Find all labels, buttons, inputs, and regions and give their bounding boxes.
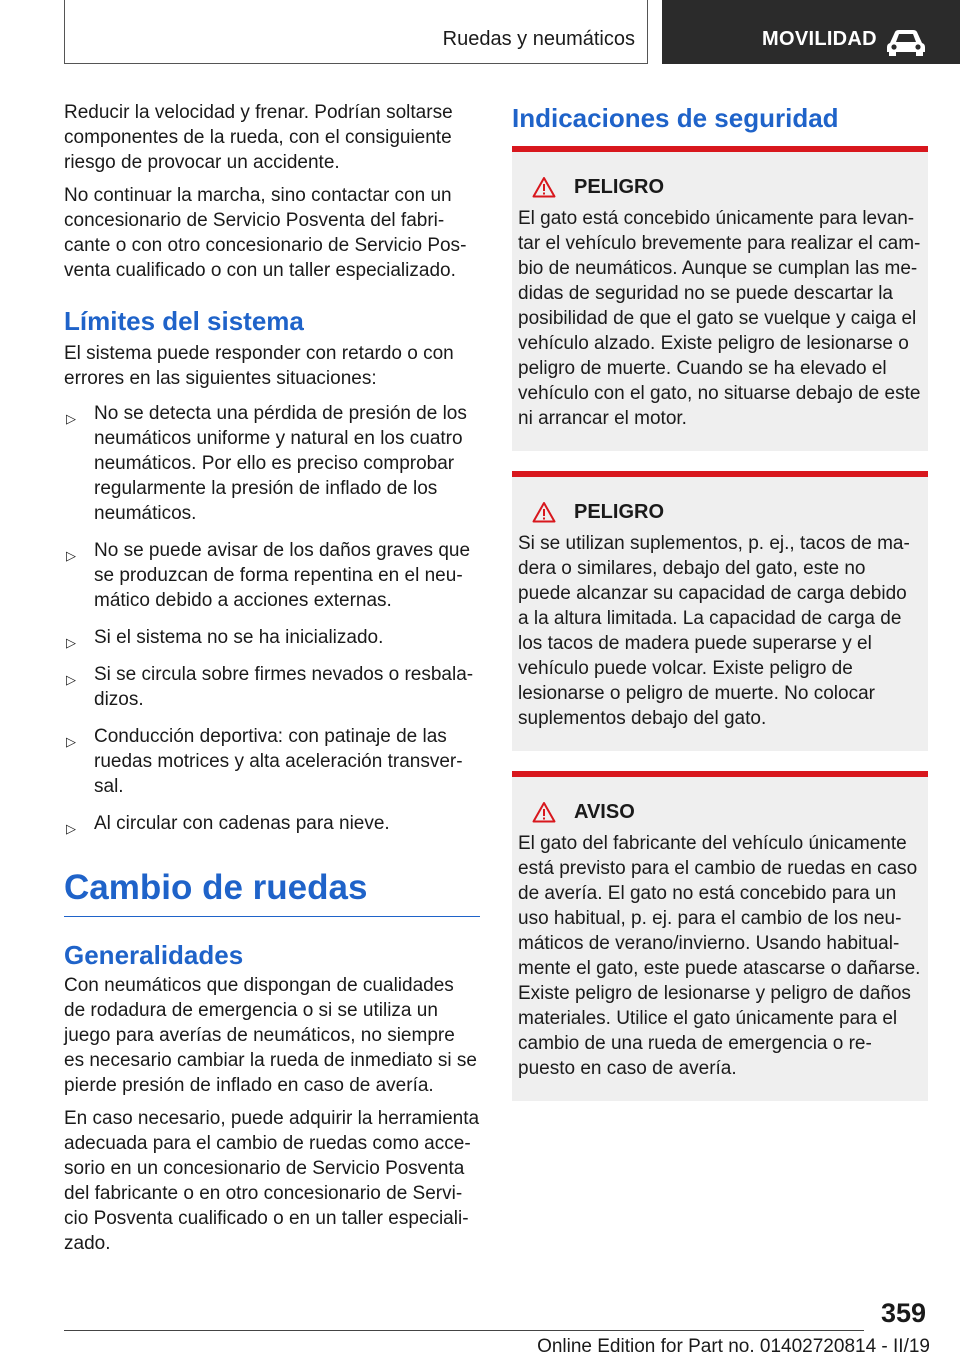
section-tab (64, 0, 648, 64)
warning-triangle-icon (532, 501, 556, 523)
list-item: ▷ Si el sistema no se ha inicializado. (64, 625, 480, 650)
page-header (0, 0, 960, 66)
section-title: Ruedas y neumáticos (442, 28, 635, 50)
list-item: ▷ Si se circula sobre firmes nevados o resbaladizos. (66, 664, 474, 710)
triangle-bullet-icon: ▷ (66, 548, 76, 563)
list-item: ▷ Al circular con cadenas para nieve. (64, 811, 480, 836)
warning-title: AVISO (574, 800, 635, 823)
page-number: 359 (880, 1298, 926, 1328)
intro-paragraph-2: No continuar la marcha, sino contactar con un concesionario de Servicio Posventa del fabricante o con otro concesionario de Servicio Posventa cualificado o con un taller especializado. (64, 185, 467, 281)
triangle-bullet-icon: ▷ (66, 734, 76, 749)
chapter-title: MOVILIDAD (762, 28, 877, 50)
list-item: ▷ No se detecta una pérdida de presión de los neumáticos uniforme y natural en los cuatro neumáticos. Por ello es preciso comprobar regularmente la presión de inflado de los neumáticos. (66, 403, 467, 524)
chapter-heading: Cambio de ruedas (64, 868, 368, 907)
triangle-bullet-icon: ▷ (66, 672, 76, 687)
warning-triangle-icon (532, 801, 556, 823)
warning-box-notice (512, 771, 928, 1101)
warning-title: PELIGRO (574, 175, 665, 198)
list-item: ▷ No se puede avisar de los daños graves que se produzcan de forma repentina en el neumático debido a acciones externas. (66, 540, 471, 611)
car-icon (884, 26, 928, 56)
warning-box-danger-1 (512, 146, 928, 451)
chapter-heading-block (64, 866, 480, 917)
general-heading: Generalidades (64, 940, 244, 970)
limits-paragraph: El sistema puede responder con retardo o con errores en las siguientes situaciones: (64, 343, 454, 389)
warning-text: El gato está concebido únicamente para levantar el vehículo brevemente para realizar el cambio de neumáticos. Aunque se cumplan las medidas de seguridad no se puede descartar la posibilidad de que el gato se vuelque y caiga el vehículo alzado. Existe peligro de lesionarse o peligro de muerte. Cuando se ha elevado el vehículo con el gato, no situarse debajo de este ni arrancar el motor. (518, 208, 921, 429)
limits-heading: Límites del sistema (64, 306, 304, 336)
warning-text: Si se utilizan suplementos, p. ej., tacos de madera o similares, debajo del gato, este no puede alcanzar su capacidad de carga debido a la altura limitada. La capacidad de carga de los tacos de madera puede superarse y el vehículo puede volcar. Existe peligro de lesionarse o peligro de muerte. No colocar suplementos debajo del gato. (518, 533, 910, 729)
edition-note: Online Edition for Part no. 01402720814 - II/19 (537, 1336, 930, 1357)
triangle-bullet-icon: ▷ (66, 821, 76, 836)
warning-box-danger-2 (512, 471, 928, 751)
footer-divider (64, 1330, 864, 1331)
safety-heading: Indicaciones de seguridad (512, 103, 839, 133)
intro-paragraph-1: Reducir la velocidad y frenar. Podrían soltarse componentes de la rueda, con el consiguiente riesgo de provocar un accidente. (64, 102, 453, 173)
warning-triangle-icon (532, 176, 556, 198)
list-item: ▷ Conducción deportiva: con patinaje de las ruedas motrices y alta aceleración transversal. (66, 726, 463, 797)
left-column (64, 100, 480, 1264)
limits-list (64, 401, 480, 836)
general-paragraph-1: Con neumáticos que dispongan de cualidades de rodadura de emergencia o si se utiliza un juego para averías de neumáticos, no siempre es necesario cambiar la rueda de inmediato si se pierde presión de inflado en caso de avería. (64, 975, 477, 1096)
chapter-tab (662, 0, 960, 64)
general-paragraph-2: En caso necesario, puede adquirir la herramienta adecuada para el cambio de ruedas como accesorio en un concesionario de Servicio Posventa del fabricante o en otro concesionario de Servicio Posventa cualificado o en un taller especializado. (64, 1108, 480, 1254)
right-column (512, 100, 928, 1121)
warning-text: El gato del fabricante del vehículo únicamente está previsto para el cambio de ruedas en caso de avería. El gato no está concebido para un uso habitual, p. ej. para el cambio de los neumáticos de verano/invierno. Usando habitualmente el gato, este puede atascarse o dañarse. Existe peligro de lesionarse y peligro de daños materiales. Utilice el gato únicamente para el cambio de una rueda de emergencia o repuesto en caso de avería. (518, 833, 921, 1079)
warning-title: PELIGRO (574, 500, 665, 523)
triangle-bullet-icon: ▷ (66, 635, 76, 650)
triangle-bullet-icon: ▷ (66, 411, 76, 426)
